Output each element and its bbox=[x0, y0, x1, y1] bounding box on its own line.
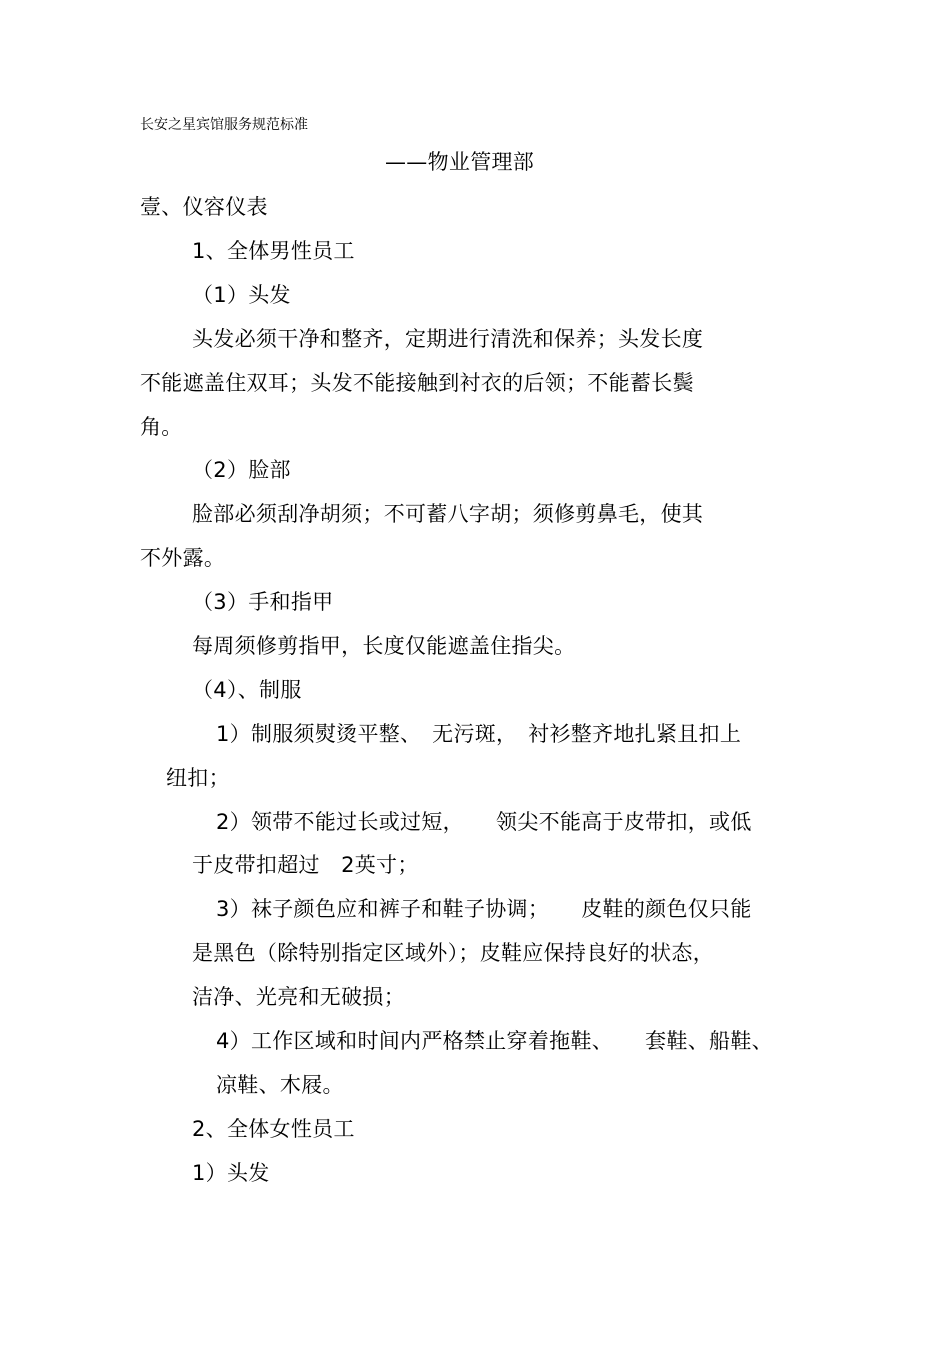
item-heading-uniform: （4）、制服 bbox=[192, 678, 302, 702]
item-heading-female-hair: 1）头发 bbox=[192, 1161, 270, 1185]
item-heading-hands-nails: （3）手和指甲 bbox=[192, 590, 334, 614]
face-text-line: 脸部必须刮净胡须；不可蓄八字胡；须修剪鼻毛，使其 bbox=[192, 502, 704, 526]
uniform-item-line: 是黑色（除特别指定区域外）；皮鞋应保持良好的状态， bbox=[192, 941, 714, 965]
hands-text-line: 每周须修剪指甲，长度仅能遮盖住指尖。 bbox=[192, 634, 576, 658]
document-header-title: 长安之星宾馆服务规范标准 bbox=[140, 117, 308, 133]
uniform-item-line: 2）领带不能过长或过短， 领尖不能高于皮带扣，或低 bbox=[216, 810, 752, 834]
uniform-item-line: 3）袜子颜色应和裤子和鞋子协调； 皮鞋的颜色仅只能 bbox=[216, 897, 752, 921]
subsection-heading-male-staff: 1、全体男性员工 bbox=[192, 239, 355, 263]
section-heading-appearance: 壹、仪容仪表 bbox=[140, 195, 268, 219]
uniform-item-line: 洁净、光亮和无破损； bbox=[192, 985, 405, 1009]
uniform-item-line: 4）工作区域和时间内严格禁止穿着拖鞋、 套鞋、船鞋、 bbox=[216, 1029, 773, 1053]
subsection-heading-female-staff: 2、全体女性员工 bbox=[192, 1117, 355, 1141]
item-heading-face: （2）脸部 bbox=[192, 458, 291, 482]
uniform-item-line: 纽扣； bbox=[166, 766, 230, 790]
hair-text-line: 头发必须干净和整齐，定期进行清洗和保养；头发长度 bbox=[192, 327, 704, 351]
uniform-item-line: 1）制服须熨烫平整、 无污斑， 衬衫整齐地扎紧且扣上 bbox=[216, 722, 742, 746]
hair-text-line: 角。 bbox=[140, 415, 183, 439]
hair-text-line: 不能遮盖住双耳；头发不能接触到衬衣的后领；不能蓄长鬓 bbox=[140, 371, 694, 395]
department-subtitle: ——物业管理部 bbox=[385, 150, 535, 174]
uniform-item-line: 凉鞋、木屐。 bbox=[216, 1073, 344, 1097]
item-heading-hair: （1）头发 bbox=[192, 283, 291, 307]
face-text-line: 不外露。 bbox=[140, 546, 226, 570]
uniform-item-line: 于皮带扣超过 2英寸； bbox=[192, 853, 419, 877]
